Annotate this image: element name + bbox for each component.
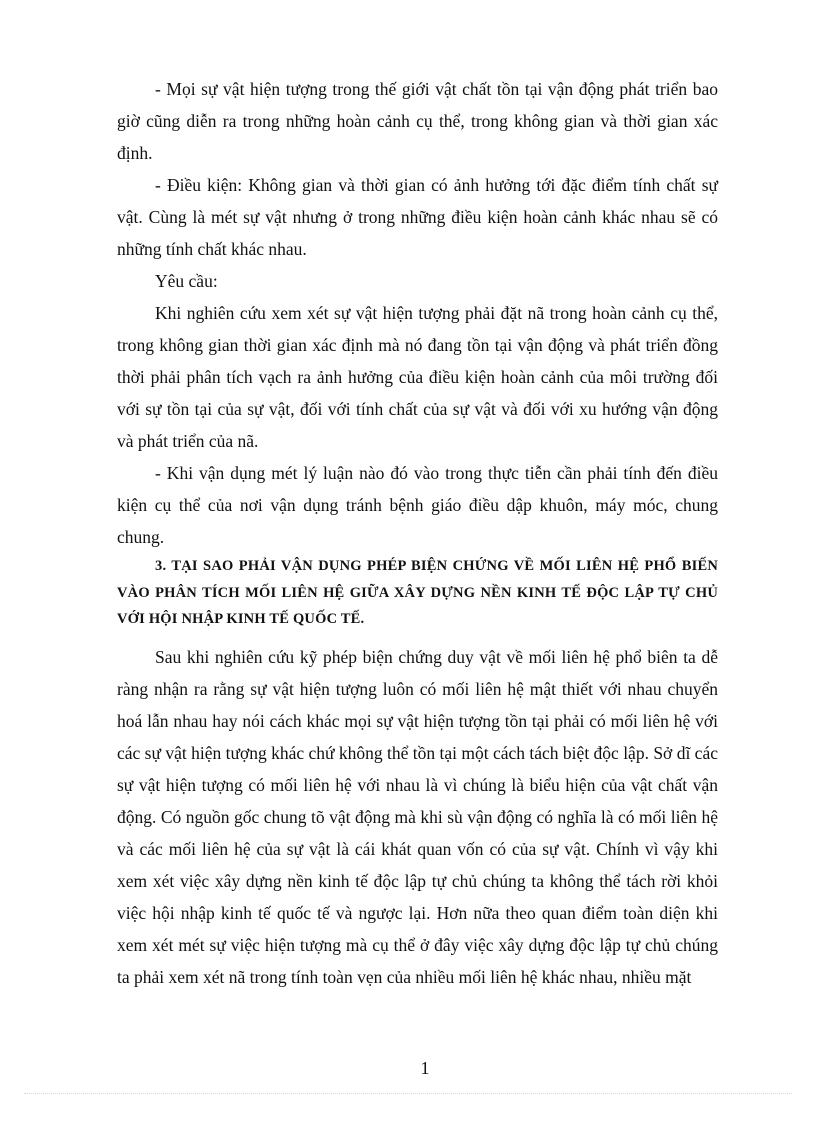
page-bottom-rule: [24, 1093, 792, 1094]
document-body: [117, 73, 718, 993]
paragraph-requirements-label: Yêu cầu:: [155, 271, 218, 291]
paragraph-analysis: Sau khi nghiên cứu kỹ phép biện chứng duy vật về mối liên hệ phổ biên ta dễ ràng nhận ra rằng sự vật hiện tượng luôn có mối liên hệ mật thiết với nhau chuyển hoá lẫn nhau hay nói cách khác mọi sự vật hiện tượng tồn tại phải có mối liên hệ với các sự vật hiện tượng khác chứ không thể tồn tại một cách tách biệt độc lập. Sở dĩ các sự vật hiện tượng có mối liên hệ với nhau là vì chúng là biểu hiện của vật chất vận động. Có nguồn gốc chung tõ vật động mà khi sù vận động có nghĩa là có mối liên hệ và các mối liên hệ của sự vật là cái khát quan vốn có của sự vật. Chính vì vậy khi xem xét việc xây dựng nền kinh tế độc lập tự chủ chúng ta không thể tách rời khỏi việc hội nhập kinh tế quốc tế và ngược lại. Hơn nữa theo quan điểm toàn diện khi xem xét mét sự việc hiện tượng mà cụ thể ở đây việc xây dựng độc lập tự chủ chúng ta phải xem xét nã trong tính toàn vẹn của nhiều mối liên hệ khác nhau, nhiều mặt: [117, 646, 718, 987]
section-heading: 3. TẠI SAO PHẢI VẬN DỤNG PHÉP BIỆN CHỨNG VỀ MỐI LIÊN HỆ PHỔ BIẾN VÀO PHÂN TÍCH MỐI LIÊN HỆ GIỮA XÂY DỰNG NỀN KINH TẾ ĐỘC LẬP TỰ CHỦ VỚI HỘI NHẬP KINH TẾ QUỐC TẾ.: [117, 558, 718, 627]
paragraph-application: - Khi vận dụng mét lý luận nào đó vào trong thực tiễn cần phải tính đến điều kiện cụ thể của nơi vận dụng tránh bệnh giáo điều dập khuôn, máy móc, chung chung.: [117, 463, 718, 547]
page-number: 1: [420, 1058, 430, 1078]
paragraph-space-time: - Mọi sự vật hiện tượng trong thế giới vật chất tồn tại vận động phát triển bao giờ cũng diễn ra trong những hoàn cảnh cụ thể, trong không gian và thời gian xác định.: [117, 79, 718, 163]
paragraph-conditions: - Điều kiện: Không gian và thời gian có ảnh hưởng tới đặc điểm tính chất sự vật. Cùng là mét sự vật nhưng ở trong những điều kiện hoàn cảnh khác nhau sẽ có những tính chất khác nhau.: [117, 175, 718, 259]
paragraph-requirements: Khi nghiên cứu xem xét sự vật hiện tượng phải đặt nã trong hoàn cảnh cụ thể, trong không gian thời gian xác định mà nó đang tồn tại vận động và phát triển đồng thời phải phân tích vạch ra ảnh hưởng của điều kiện hoàn cảnh của môi trường đối với sự tồn tại của sự vật, đối với tính chất của sự vật và đối với xu hướng vận động và phát triển của nã.: [117, 303, 718, 451]
